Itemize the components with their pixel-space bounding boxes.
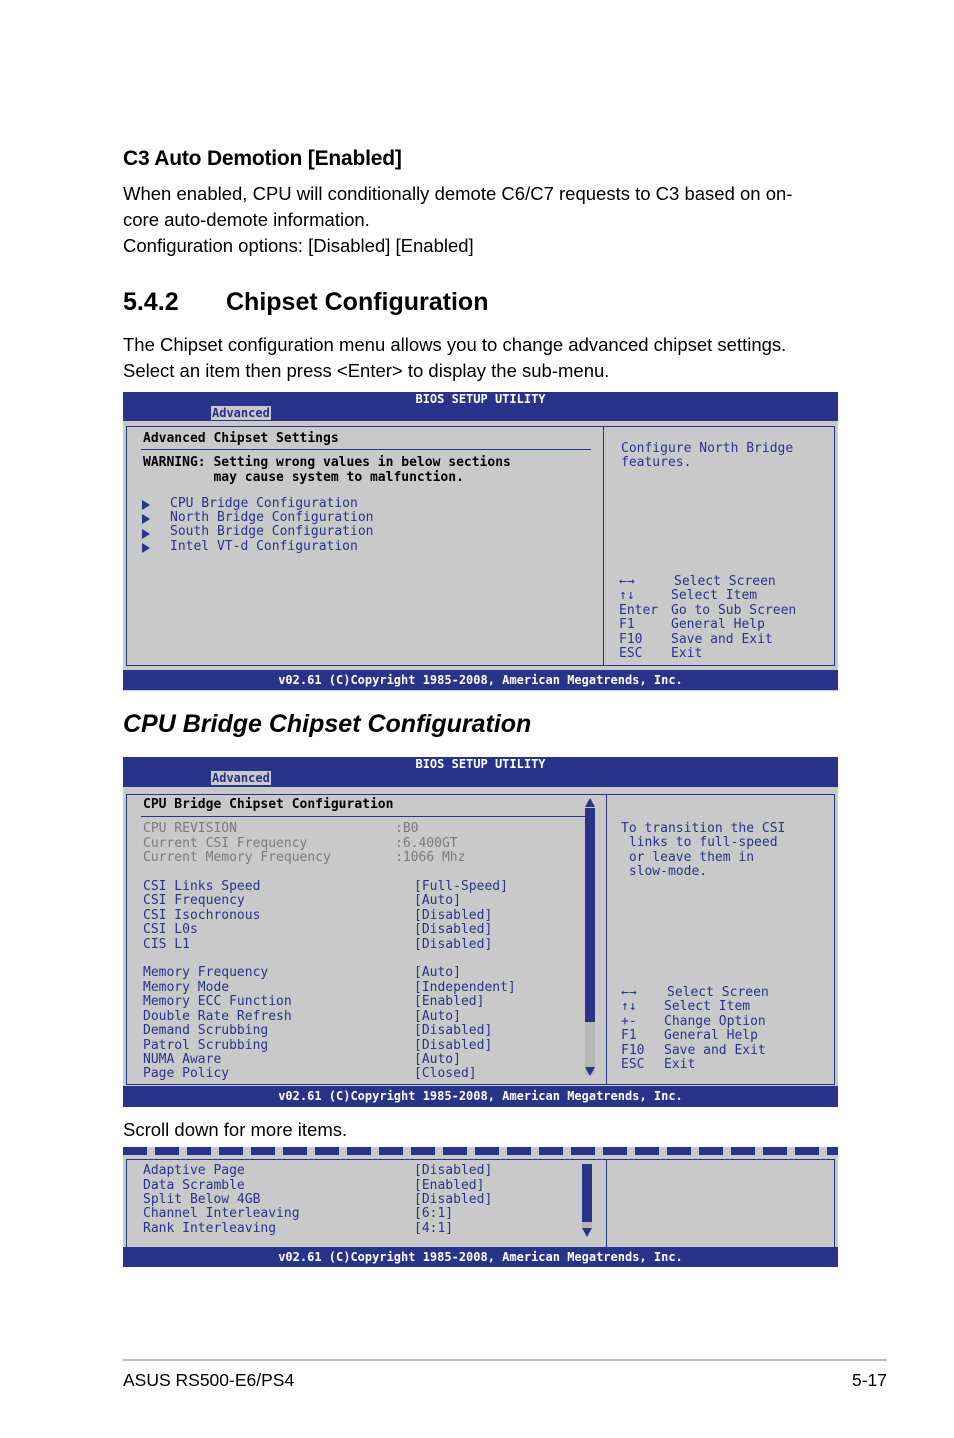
- info-csi-frequency-value: :6.400GT: [395, 836, 458, 851]
- setting-page-policy[interactable]: Page Policy: [143, 1066, 230, 1081]
- key-esc-action: Exit: [671, 646, 703, 661]
- value-csi-l0s[interactable]: [Disabled]: [414, 922, 493, 937]
- bios-title: BIOS SETUP UTILITY: [415, 757, 546, 771]
- bios-help-panel: [606, 1159, 835, 1250]
- bios-screen-cpu-bridge: [123, 757, 838, 1107]
- c3-options-line: Configuration options: [Disabled] [Enabled]: [123, 235, 474, 256]
- key-f10-action: Save and Exit: [671, 632, 773, 647]
- value-double-rate-refresh[interactable]: [Auto]: [414, 1009, 461, 1024]
- bios-screen-advanced-chipset: [123, 392, 838, 691]
- submenu-arrow-icon: [142, 529, 150, 539]
- c3-description-line1: When enabled, CPU will conditionally demote C6/C7 requests to C3 based on on-: [123, 183, 793, 204]
- setting-memory-ecc[interactable]: Memory ECC Function: [143, 994, 292, 1009]
- key-enter-action: Go to Sub Screen: [671, 603, 797, 618]
- value-page-policy[interactable]: [Closed]: [414, 1066, 477, 1081]
- footer-product-name: ASUS RS500-E6/PS4: [123, 1370, 295, 1390]
- menu-item-south-bridge[interactable]: South Bridge Configuration: [170, 524, 374, 539]
- chipset-description-line1: The Chipset configuration menu allows you to change advanced chipset settings.: [123, 334, 787, 355]
- menu-item-cpu-bridge[interactable]: CPU Bridge Configuration: [170, 496, 358, 511]
- value-adaptive-page[interactable]: [Disabled]: [414, 1163, 493, 1178]
- tab-advanced[interactable]: Advanced: [212, 771, 270, 785]
- footer-rule: [123, 1359, 887, 1361]
- key-esc-action: Exit: [664, 1057, 696, 1072]
- scrollbar-thumb[interactable]: [582, 1164, 592, 1222]
- menu-item-intel-vtd[interactable]: Intel VT-d Configuration: [170, 539, 358, 554]
- key-up-down-action: Select Item: [671, 588, 758, 603]
- value-demand-scrubbing[interactable]: [Disabled]: [414, 1023, 493, 1038]
- setting-patrol-scrubbing[interactable]: Patrol Scrubbing: [143, 1038, 269, 1053]
- section-title: Chipset Configuration: [226, 288, 489, 316]
- setting-memory-frequency[interactable]: Memory Frequency: [143, 965, 269, 980]
- submenu-arrow-icon: [142, 500, 150, 510]
- key-f10: F10: [619, 632, 643, 647]
- setting-csi-frequency[interactable]: CSI Frequency: [143, 893, 245, 908]
- key-f1: F1: [621, 1028, 637, 1043]
- key-left-right: ←→: [619, 574, 635, 589]
- key-f1-action: General Help: [671, 617, 765, 632]
- value-cis-l1[interactable]: [Disabled]: [414, 937, 493, 952]
- help-text-line1: To transition the CSI: [621, 821, 786, 836]
- value-rank-interleaving[interactable]: [4:1]: [414, 1221, 454, 1236]
- chipset-description: [123, 332, 843, 384]
- value-memory-mode[interactable]: [Independent]: [414, 980, 516, 995]
- section-number: 5.4.2: [123, 288, 179, 316]
- key-left-right-action: Select Screen: [674, 574, 776, 589]
- cpu-bridge-heading: CPU Bridge Chipset Configuration: [123, 710, 532, 738]
- setting-numa-aware[interactable]: NUMA Aware: [143, 1052, 222, 1067]
- setting-cis-l1[interactable]: CIS L1: [143, 937, 190, 952]
- value-channel-interleaving[interactable]: [6:1]: [414, 1206, 454, 1221]
- setting-csi-isochronous[interactable]: CSI Isochronous: [143, 908, 261, 923]
- scroll-up-arrow-icon[interactable]: [585, 798, 595, 807]
- value-patrol-scrubbing[interactable]: [Disabled]: [414, 1038, 493, 1053]
- value-memory-frequency[interactable]: [Auto]: [414, 965, 461, 980]
- value-split-below-4gb[interactable]: [Disabled]: [414, 1192, 493, 1207]
- setting-memory-mode[interactable]: Memory Mode: [143, 980, 230, 995]
- info-csi-frequency-label: Current CSI Frequency: [143, 836, 308, 851]
- key-f1-action: General Help: [664, 1028, 758, 1043]
- tab-advanced[interactable]: Advanced: [212, 406, 270, 420]
- setting-channel-interleaving[interactable]: Channel Interleaving: [143, 1206, 300, 1221]
- scroll-note: Scroll down for more items.: [123, 1119, 348, 1140]
- c3-description-line2: core auto-demote information.: [123, 209, 370, 230]
- help-text-line2: features.: [621, 455, 692, 470]
- panel-divider: [141, 816, 587, 817]
- scroll-down-arrow-icon[interactable]: [585, 1067, 595, 1076]
- value-csi-isochronous[interactable]: [Disabled]: [414, 908, 493, 923]
- key-plus-minus: +-: [621, 1014, 637, 1029]
- setting-csi-l0s[interactable]: CSI L0s: [143, 922, 198, 937]
- key-plus-minus-action: Change Option: [664, 1014, 766, 1029]
- warning-line1: WARNING: Setting wrong values in below sections: [143, 455, 511, 470]
- bios-title: BIOS SETUP UTILITY: [415, 392, 546, 406]
- value-memory-ecc[interactable]: [Enabled]: [414, 994, 485, 1009]
- key-left-right-action: Select Screen: [667, 985, 769, 1000]
- help-text-line2: links to full-speed: [621, 835, 778, 850]
- submenu-arrow-icon: [142, 514, 150, 524]
- setting-data-scramble[interactable]: Data Scramble: [143, 1178, 245, 1193]
- setting-csi-links-speed[interactable]: CSI Links Speed: [143, 879, 261, 894]
- submenu-arrow-icon: [142, 543, 150, 553]
- key-f1: F1: [619, 617, 635, 632]
- menu-item-north-bridge[interactable]: North Bridge Configuration: [170, 510, 374, 525]
- warning-line2: may cause system to malfunction.: [143, 470, 464, 485]
- key-f10: F10: [621, 1043, 645, 1058]
- scrollbar-thumb[interactable]: [585, 808, 595, 1022]
- value-csi-frequency[interactable]: [Auto]: [414, 893, 461, 908]
- value-csi-links-speed[interactable]: [Full-Speed]: [414, 879, 508, 894]
- panel-heading: CPU Bridge Chipset Configuration: [143, 797, 394, 812]
- key-f10-action: Save and Exit: [664, 1043, 766, 1058]
- value-numa-aware[interactable]: [Auto]: [414, 1052, 461, 1067]
- chipset-description-line2: Select an item then press <Enter> to display the sub-menu.: [123, 360, 610, 381]
- key-up-down: ↑↓: [619, 588, 635, 603]
- key-enter: Enter: [619, 603, 659, 618]
- help-text-line3: or leave them in: [621, 850, 755, 865]
- bios-footer: v02.61 (C)Copyright 1985-2008, American Megatrends, Inc.: [123, 1247, 838, 1267]
- info-memory-frequency-label: Current Memory Frequency: [143, 850, 331, 865]
- value-data-scramble[interactable]: [Enabled]: [414, 1178, 485, 1193]
- setting-demand-scrubbing[interactable]: Demand Scrubbing: [143, 1023, 269, 1038]
- c3-auto-demotion-heading: C3 Auto Demotion [Enabled]: [123, 147, 402, 170]
- bios-footer: v02.61 (C)Copyright 1985-2008, American Megatrends, Inc.: [123, 670, 838, 690]
- key-esc: ESC: [621, 1057, 645, 1072]
- key-left-right: ←→: [621, 985, 637, 1000]
- setting-rank-interleaving[interactable]: Rank Interleaving: [143, 1221, 277, 1236]
- footer-page-number: 5-17: [851, 1370, 887, 1390]
- bios-footer: v02.61 (C)Copyright 1985-2008, American Megatrends, Inc.: [123, 1086, 838, 1107]
- info-cpu-revision-label: CPU REVISION: [143, 821, 237, 836]
- info-cpu-revision-value: :B0: [395, 821, 419, 836]
- c3-description: [123, 181, 843, 259]
- key-up-down: ↑↓: [621, 999, 637, 1014]
- info-memory-frequency-value: :1066 Mhz: [395, 850, 466, 865]
- help-text-line1: Configure North Bridge: [621, 441, 794, 456]
- scroll-down-arrow-icon[interactable]: [582, 1228, 592, 1237]
- help-text-line4: slow-mode.: [621, 864, 708, 879]
- key-esc: ESC: [619, 646, 643, 661]
- setting-split-below-4gb[interactable]: Split Below 4GB: [143, 1192, 261, 1207]
- bios-screen-continued: [123, 1147, 838, 1267]
- setting-double-rate-refresh[interactable]: Double Rate Refresh: [143, 1009, 292, 1024]
- setting-adaptive-page[interactable]: Adaptive Page: [143, 1163, 245, 1178]
- panel-heading: Advanced Chipset Settings: [143, 431, 339, 446]
- key-up-down-action: Select Item: [664, 999, 751, 1014]
- panel-divider: [141, 449, 591, 450]
- torn-edge-divider: [123, 1147, 838, 1155]
